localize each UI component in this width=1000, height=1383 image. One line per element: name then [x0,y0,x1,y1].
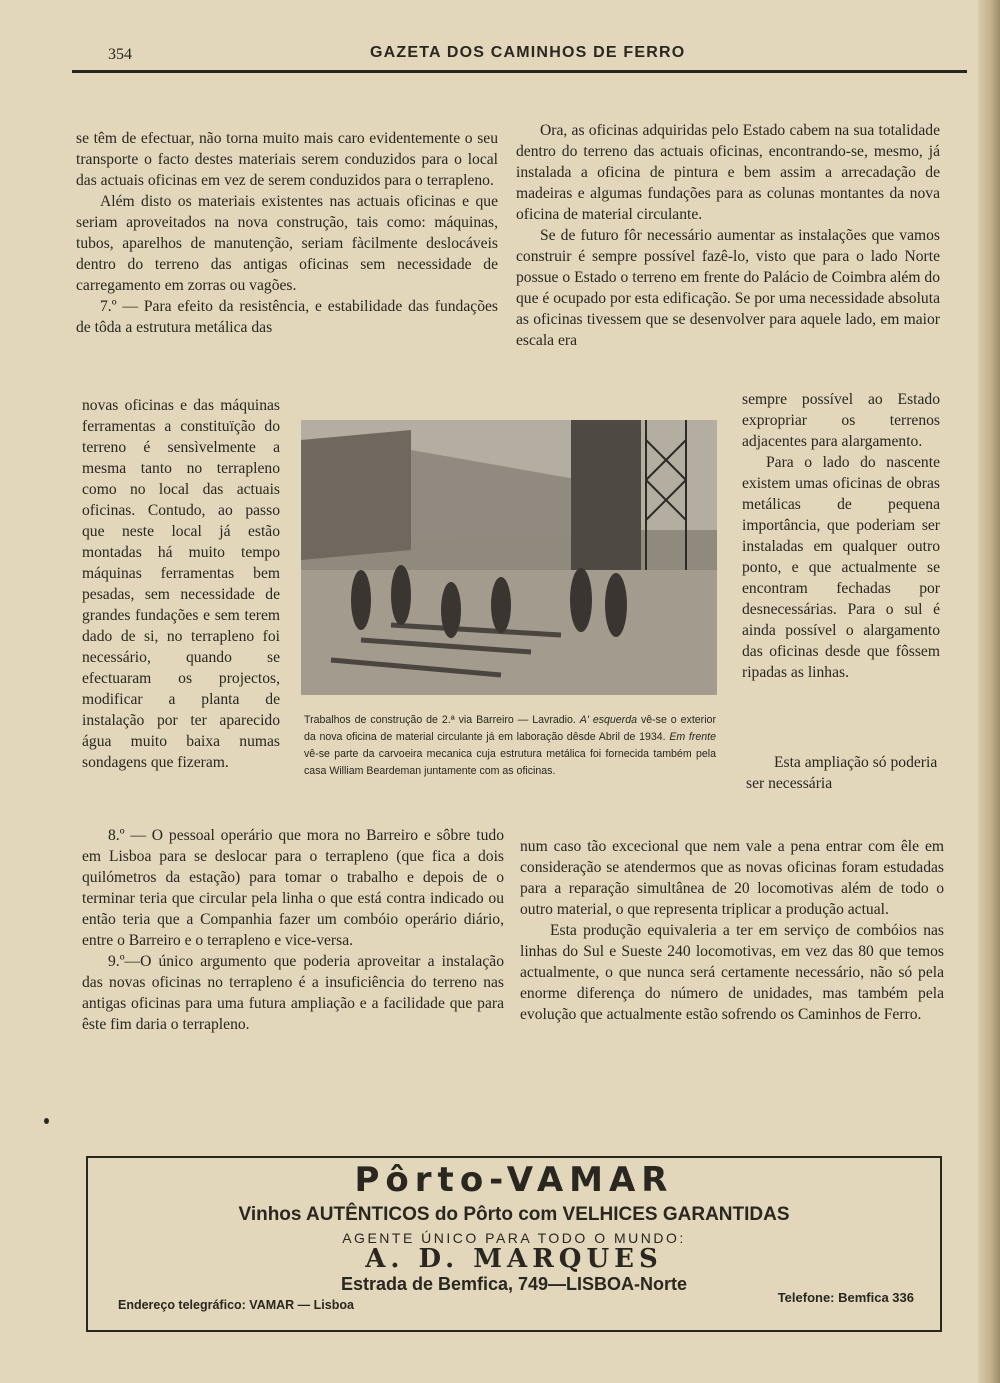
ad-tagline: Vinhos AUTÊNTICOS do Pôrto com VELHICES GARANTIDAS [238,1204,790,1225]
right-wrap-text [742,389,940,683]
ad-brand: Pôrto-VAMAR [354,1160,674,1200]
paragraph: se têm de efectuar, não torna muito mais caro evidentemente o seu transporte o facto destes materiais serem conduzidos para o local das actuais oficinas em vez de serem conduzidos para o terrapleno. [76,130,498,189]
page-number: 354 [108,46,132,63]
paragraph: Esta produção equivaleria a ter em serviço de combóios nas linhas do Sul e Sueste 240 locomotivas, em vez das 80 que temos actualmente, o que nunca será certamente necessário, não só pela enorme diferença do número de unidades, mas também pela evolução que actualmente estão sofrendo os Caminhos de Ferro. [520,922,944,1023]
caption-text: Trabalhos de construção de 2.ª via Barreiro — Lavradio. [304,714,576,726]
caption-emphasis: Em frente [669,731,716,743]
paragraph: 9.º—O único argumento que poderia aproveitar a instalação das novas oficinas no terrapleno é a insuficiência do terreno nas antigas oficinas para uma futura ampliação e a facilidade que para êste fim daria o terrapleno. [82,953,504,1033]
caption-emphasis: A' esquerda [579,714,637,726]
photo-illustration [301,420,717,695]
caption-text: vê-se parte da carvoeira mecanica cuja estrutura metálica foi fornecida também pela casa William Beardeman juntamente com as oficinas. [304,748,716,777]
paragraph: Se de futuro fôr necessário aumentar as instalações que vamos construir é sempre possível fazê-lo, visto que para o lado Norte possue o Estado o terreno em frente do Palácio de Coimbra além do que é ocupado por esta edificação. Se por uma necessidade absoluta as oficinas tivessem que se desenvolver para aquele lado, em maior escala era [516,227,940,349]
photo-caption [304,712,716,780]
ink-dot [44,1118,49,1124]
ad-phone: Telefone: Bemfica 336 [777,1290,914,1305]
ad-address: Estrada de Bemfica, 749—LISBOA-Norte [340,1274,688,1294]
construction-photo [301,420,717,695]
ad-agent-line: AGENTE ÚNICO PARA TODO O MUNDO: [342,1230,686,1246]
header-rule [72,70,967,73]
bottom-right-text [520,836,944,1025]
page-spine-shadow [978,0,1000,1383]
paragraph: 8.º — O pessoal operário que mora no Barreiro e sôbre tudo em Lisboa para se deslocar para o terrapleno (que fica a dois quilómetros da estação) para tomar o trabalho e depois de o terminar teria que circular pela linha o que está contra indicado ou então teria que a Companhia fazer um combóio operário diário, entre o Barreiro e o terrapleno e vice-versa. [82,827,504,949]
paragraph: 7.º — Para efeito da resistência, e estabilidade das fundações de tôda a estrutura metálica das [76,298,498,336]
running-head-title: GAZETA DOS CAMINHOS DE FERRO [370,44,686,61]
caption-text: vê-se o exterior da nova oficina de material circulante já em laboração dêsde Abril de 1934. [304,714,716,743]
right-column-text [516,120,940,351]
paragraph: Ora, as oficinas adquiridas pelo Estado cabem na sua totalidade dentro do terreno das actuais oficinas, encontrando-se, mesmo, já instalada a oficina de pintura e bem assim a arrecadação de madeiras e algumas fundações para as colunas montantes da nova oficina de material circulante. [516,122,940,223]
paragraph: Além disto os materiais existentes nas actuais oficinas e que seriam aproveitados na nova construção, tais como: máquinas, tubos, aparelhos de manutenção, seriam fàcilmente deslocáveis dentro do terreno das antigas oficinas sem necessidade de carregamento em zorras ou vagões. [76,193,498,294]
right-wrap-tail [746,752,942,794]
ad-telegraph: Endereço telegráfico: VAMAR — Lisboa [118,1298,354,1312]
paragraph: Para o lado do nascente existem umas oficinas de obras metálicas de pequena importância, que poderiam ser instaladas em qualquer outro ponto, e que actualmente se encontram fechadas por desnecessárias. Para o sul é ainda possível o alargamento das oficinas desde que fôssem ripadas as linhas. [742,454,940,681]
paragraph: num caso tão excecional que nem vale a pena entrar com êle em consideração se atendermos que as novas oficinas foram estudadas para a reparação simultânea de 20 locomotivas além de todo o outro material, o que representa triplicar a produção actual. [520,838,944,918]
ad-company: A. D. MARQUES [365,1244,663,1274]
advertisement-box [86,1156,942,1332]
left-column-text [76,128,498,338]
paragraph: Esta ampliação só poderia ser necessária [746,754,938,792]
bottom-left-text [82,825,504,1035]
left-wrap-text [82,395,280,773]
paragraph: novas oficinas e das máquinas ferramentas a constituïção do terreno é sensìvelmente a mesma tanto no terrapleno como no local das actuais oficinas. Contudo, ao passo que neste local já estão montadas há muito tempo máquinas ferramentas bem pesadas, sem necessidade de grandes fundações e sem terem dado de si, no terrapleno foi necessário, quando se efectuaram os projectos, modificar a planta de instalação por ter aparecido água muito baixa numas sondagens que fizeram. [82,397,280,771]
paragraph: sempre possível ao Estado expropriar os terrenos adjacentes para alargamento. [742,391,940,450]
